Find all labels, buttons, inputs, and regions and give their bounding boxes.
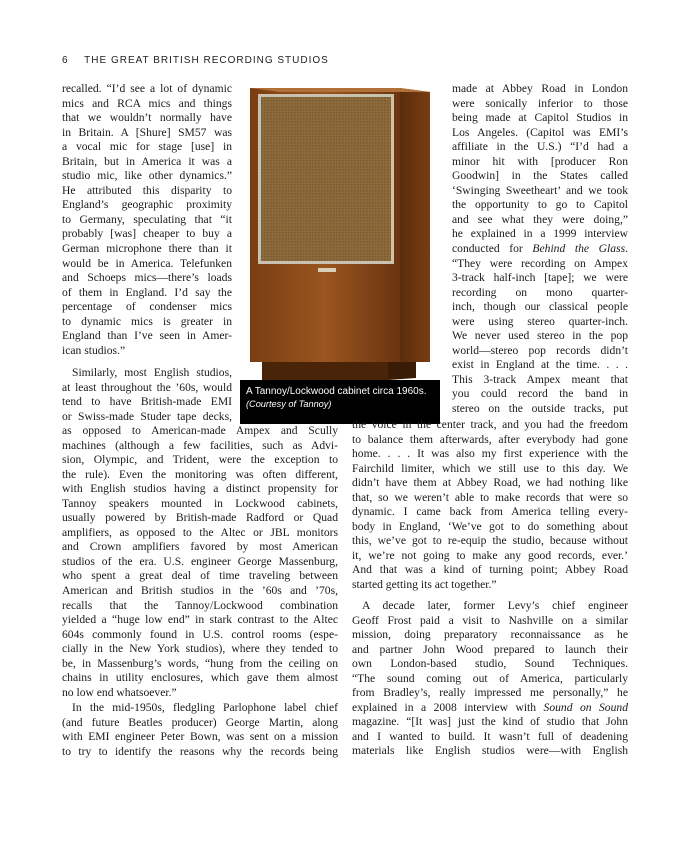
text-line: minor hit with [producer Ron [452, 154, 628, 168]
text-line: to dynamic mics is greater in [62, 314, 232, 328]
text-line: as opposed to American-made Ampex and Scully [62, 424, 338, 437]
text-line: ican studios.” [62, 343, 126, 357]
text-line: machines (although a few facilities, such as Advi- [62, 438, 338, 452]
text-line: a vocal mic for stage [use] in [62, 140, 232, 154]
text-line: he explained in a 1999 interview [452, 227, 628, 241]
text-line: yielded a “huge low end” in stark contrast to the Altec [62, 613, 338, 627]
text-line: that, so we weren’t able to make records that were so [352, 490, 628, 504]
text-line: own London-based studio, Sound Techniques. [352, 657, 628, 671]
page-number: 6 [62, 55, 69, 66]
text-line: A decade later, former Levy’s chief engineer [362, 599, 628, 612]
text-line: studios of the era. U.S. engineer George Massenburg, [62, 554, 338, 568]
text-line: Geoff Frost paid a visit to Nashville on a similar [352, 613, 628, 627]
cabinet-plinth [262, 362, 388, 380]
left-column-paragraph-2-continued [62, 424, 338, 700]
text-line: were using stereo quarter-inch. [452, 314, 628, 328]
text-line: the voice in the center track, and you had the freedom [352, 418, 628, 431]
text-line: exist in England at the time. . . . [452, 358, 628, 372]
speaker-cabinet-image [240, 82, 440, 404]
text-line: “The sound coming out of America, particularly [352, 671, 628, 685]
text-line: world—stereo pop records didn’t [452, 343, 628, 357]
text-line: We never used stereo in the pop [452, 329, 628, 343]
text-line: mission, doing preparatory reconnaissance as he [352, 628, 628, 642]
text-line: would be in America. Telefunken [62, 256, 232, 270]
text-line: usually powered by British-made Radford or Quad [62, 511, 338, 525]
text-line: to Germany, speculating that “it [62, 212, 232, 226]
caption-credit: (Courtesy of Tannoy) [246, 399, 332, 409]
text-line: “They were recording on Ampex [452, 256, 628, 270]
text-line: you could record the band in [452, 387, 628, 401]
text-line: England than I’ve seen in Amer- [62, 329, 232, 343]
right-column-paragraph-1 [452, 82, 628, 417]
text-line: home. . . . It was also my first experience with the [352, 447, 628, 461]
text-line: and I wanted to build. It wasn’t full of deadening [352, 729, 628, 743]
text-line: Tannoy speakers mounted in Lockwood cabinets, [62, 496, 338, 510]
running-title: THE GREAT BRITISH RECORDING STUDIOS [84, 55, 329, 66]
speaker-grille [261, 97, 391, 261]
text-line: tend to have British-made EMI [62, 395, 232, 409]
text-line: American and British studios in the ’60s and ’70s, [62, 584, 338, 598]
right-column-paragraph-2 [352, 599, 628, 759]
text-line: mics and RCA mics and things [62, 96, 232, 110]
text-line: being made at Capitol Studios in [452, 111, 628, 125]
text-line: cially in the New York studios), where they tended to [62, 642, 338, 656]
text-line: with English studios having a distinct propensity for [62, 482, 338, 496]
text-line: of them in England. I’d say the [62, 285, 232, 299]
text-line: who spent a great deal of time traveling between [62, 569, 338, 583]
text-line: that we wouldn’t normally have [62, 111, 232, 125]
text-line: Goodwin] in the States called [452, 169, 628, 183]
left-column-paragraph-2 [62, 366, 232, 424]
text-line: He attributed this disparity to [62, 183, 232, 197]
text-line: Similarly, most English studios, [72, 366, 232, 379]
text-line: conducted for Behind the Glass. [452, 242, 628, 256]
text-line: dynamic. I came back from America telling every- [352, 505, 628, 519]
text-line: percentage of condenser mics [62, 300, 232, 314]
left-column-paragraph-1 [62, 82, 232, 358]
text-line: probably [was] cheaper to buy a [62, 227, 232, 241]
text-line: stereo on the outside tracks, put [452, 402, 628, 416]
text-line: 604s commonly found in U.S. control rooms (espe- [62, 627, 338, 641]
text-line: and Crown amplifiers favored by most American [62, 540, 338, 554]
running-header [62, 55, 329, 66]
text-line: with EMI engineer Peter Bown, was sent on a mission [62, 730, 338, 744]
text-line: the opportunity to go to Capitol [452, 198, 628, 212]
text-line: body in England, ‘We’ve got to do something about [352, 519, 628, 533]
cabinet-badge [318, 268, 336, 272]
text-line: This 3-track Ampex meant that [452, 372, 628, 386]
text-line: (and future Beatles producer) George Martin, along [62, 715, 338, 729]
text-line: in Britain. A [Shure] SM57 was [62, 125, 232, 139]
text-line: 3-track half-inch [tape]; we were [452, 271, 628, 285]
text-line: ‘Swinging Sweetheart’ and we took [452, 183, 628, 197]
text-line: In the mid-1950s, fledgling Parlophone label chief [72, 701, 338, 714]
text-line: magazine. “[It was] just the kind of studio that John [352, 715, 628, 729]
text-line: to try to identify the reasons why the records being [62, 744, 338, 758]
text-line: recalls that the Tannoy/Lockwood combination [62, 598, 338, 612]
text-line: at least throughout the ’60s, would [62, 380, 232, 394]
text-line: and Schoeps mics—there’s loads [62, 271, 232, 285]
text-line: And that was a kind of turning point; Abbey Road [352, 563, 628, 577]
text-line: recalled. “I’d see a lot of dynamic [62, 82, 232, 95]
text-line: Los Angeles. (Capitol was EMI’s [452, 125, 628, 139]
text-line: materials like English studios were—with English [352, 744, 628, 758]
text-line: this, we’ve got to re-equip the studio, because without [352, 534, 628, 548]
text-line: recording on mono quarter- [452, 285, 628, 299]
text-line: the rule). Even the monitoring was often different, [62, 467, 338, 481]
text-line: explained in a 2008 interview with Sound on Sound [352, 700, 628, 714]
text-line: to balance them afterwards, after everybody had gone [352, 432, 628, 446]
text-line: sion, Olympic, and Trident, were the exception to [62, 453, 338, 467]
text-line: German microphone there than it [62, 242, 232, 256]
text-line: affiliate in the U.S.) “I’d had a [452, 140, 628, 154]
text-line: and partner John Wood prepared to launch their [352, 642, 628, 656]
text-line: no low end whatsoever.” [62, 685, 177, 699]
caption-text: A Tannoy/Lockwood cabinet circa 1960s. [246, 386, 427, 397]
text-line: studio mic, like other dynamics.” [62, 169, 232, 183]
text-line: England’s geographic proximity [62, 198, 232, 212]
text-line: made at Abbey Road in London [452, 82, 628, 95]
text-line: and see what they were doing,” [452, 212, 628, 226]
text-line: started getting its act together.” [352, 578, 497, 592]
text-line: Britain, but in America it was a [62, 154, 232, 168]
text-line: or Swiss-made Studer tape decks, [62, 409, 232, 423]
text-line: didn’t have them at Abbey Road, we had nothing like [352, 476, 628, 490]
text-line: amplifiers, as opposed to the Altec or JBL monitors [62, 525, 338, 539]
text-line: from Bradley’s, really impressed me personally,” he [352, 686, 628, 700]
right-column-paragraph-1-continued [352, 418, 628, 593]
text-line: it, we’re not going to make any good records, ever.’ [352, 548, 628, 562]
left-column-paragraph-3 [62, 701, 338, 759]
cabinet-side [400, 88, 430, 362]
text-line: be, in Massenburg’s words, “hung from the ceiling on [62, 656, 338, 670]
text-line: chains in utility enclosures, which gave them almost [62, 671, 338, 685]
text-line: were sonically inferior to those [452, 96, 628, 110]
text-line: inch, though our classical people [452, 300, 628, 314]
text-line: Fairchild limiter, which we still use to this day. We [352, 461, 628, 475]
